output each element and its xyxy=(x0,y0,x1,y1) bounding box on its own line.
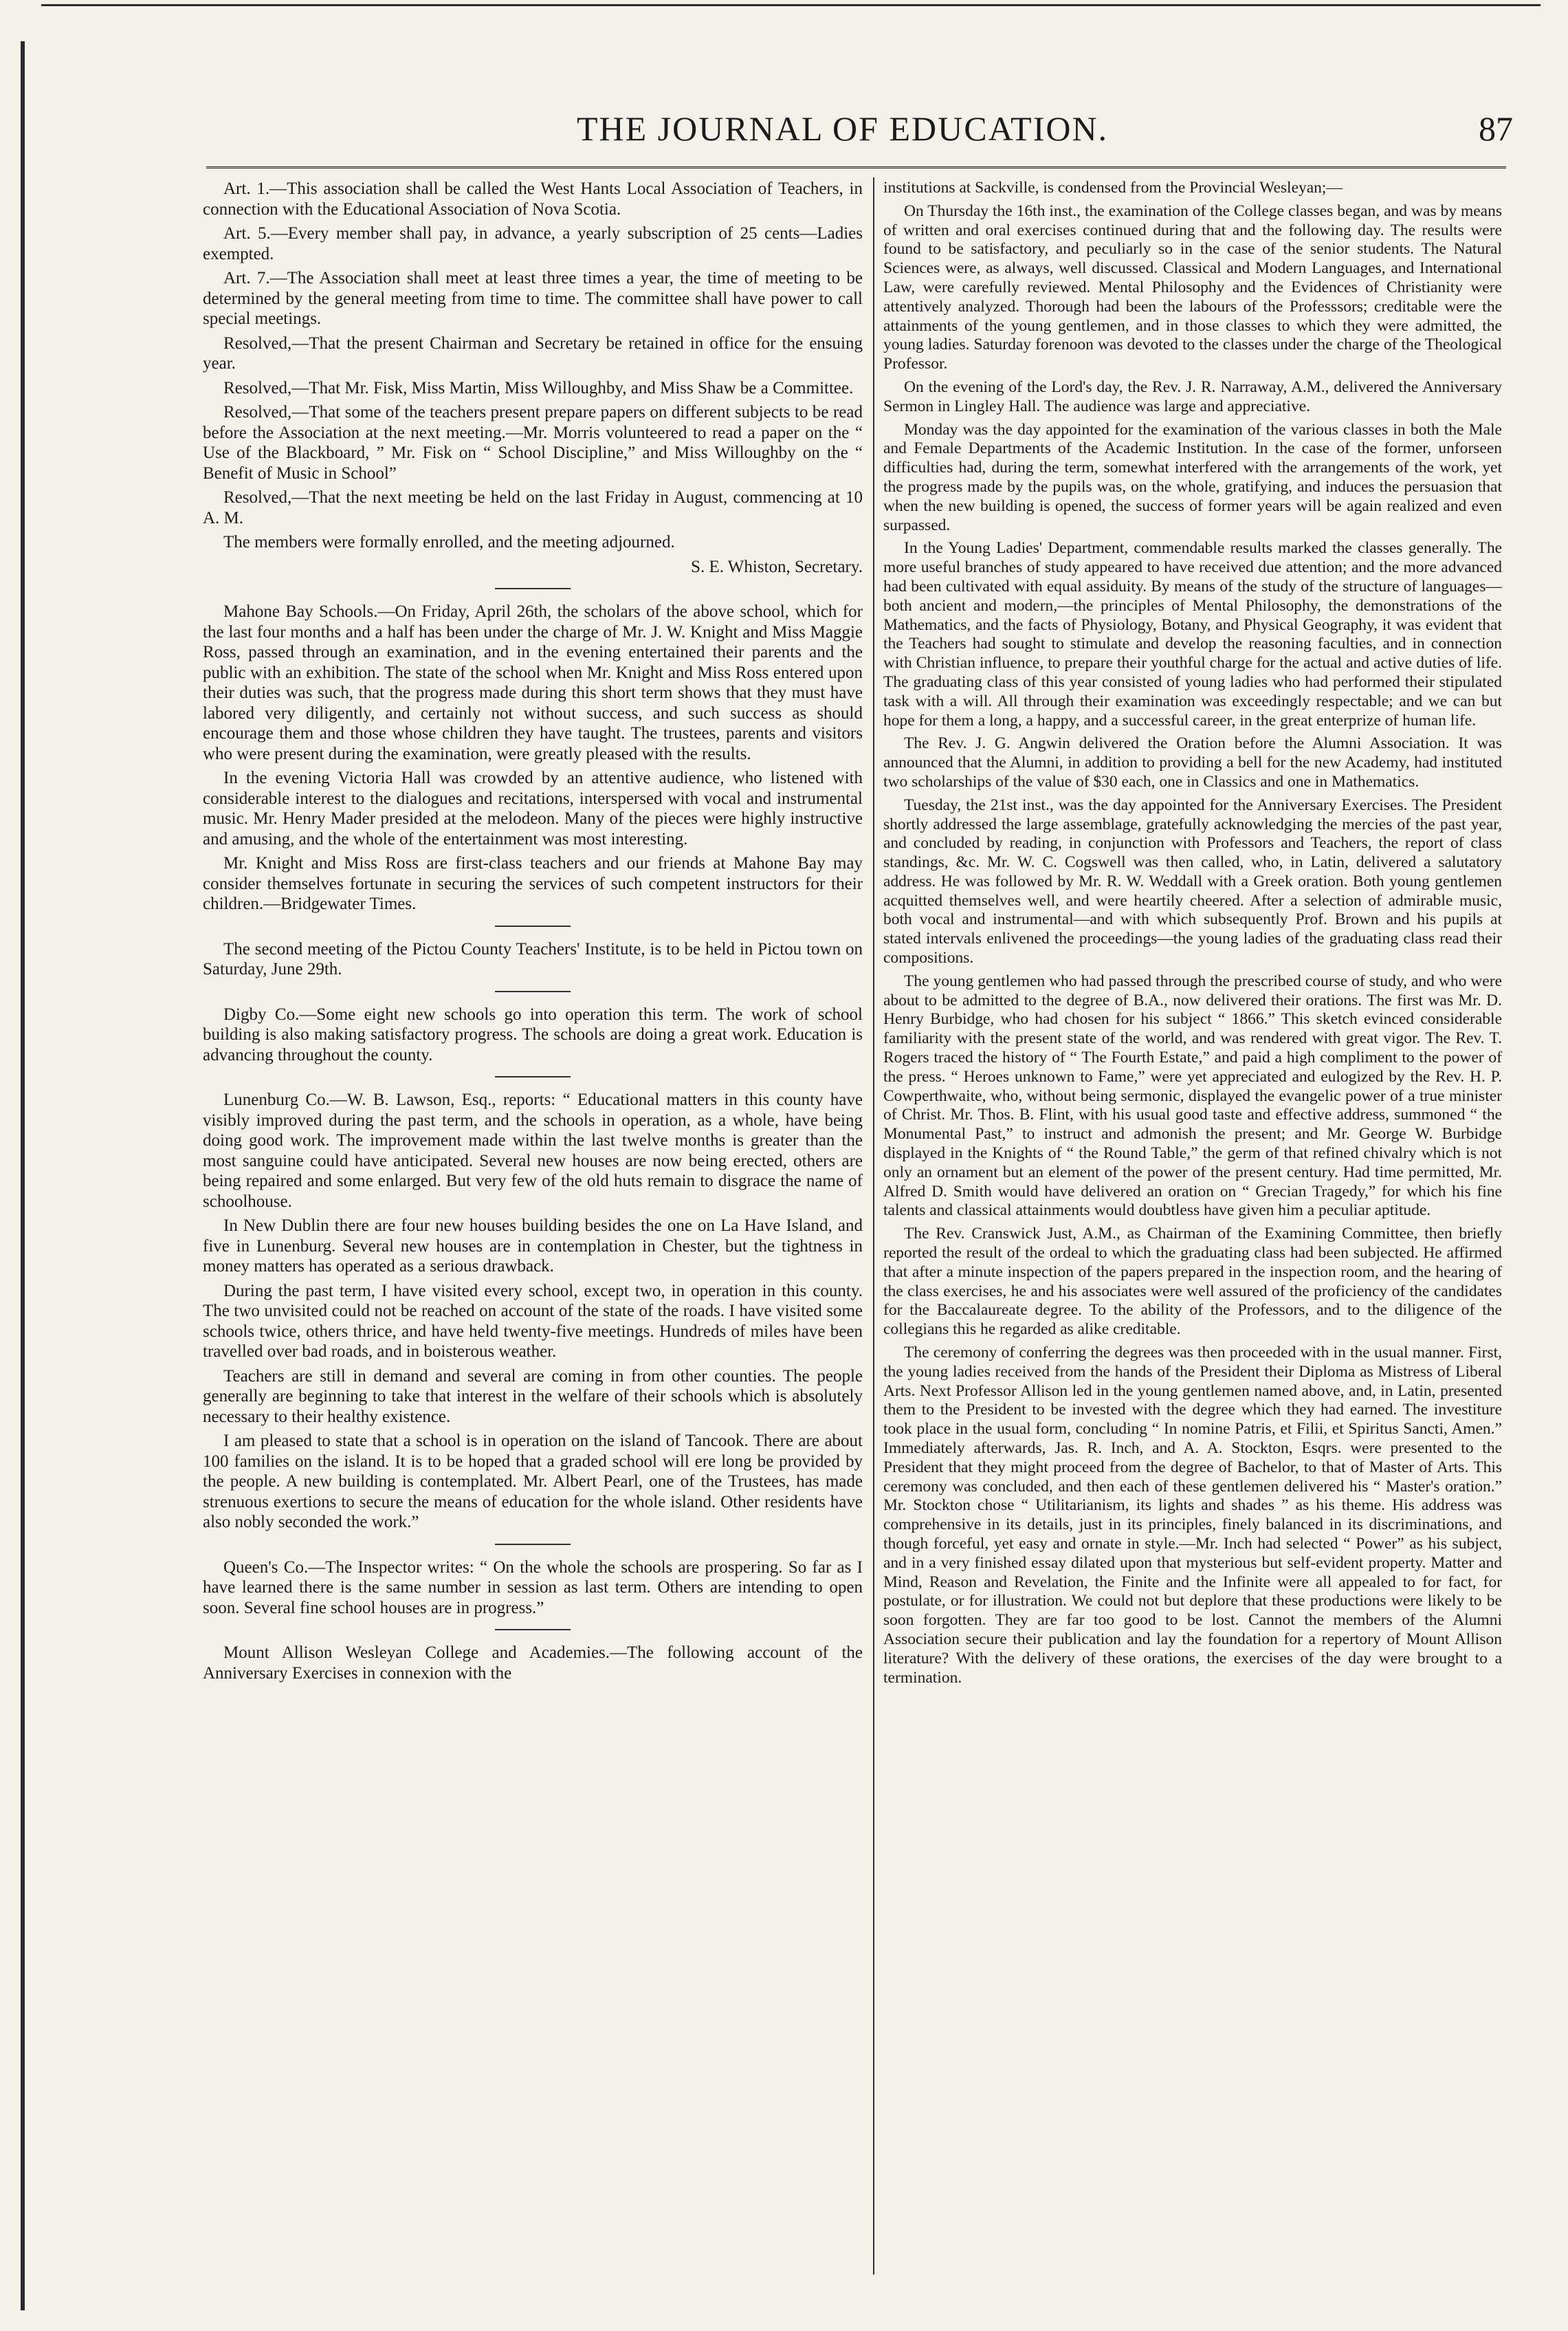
page-number: 87 xyxy=(1479,109,1513,148)
paragraph: The second meeting of the Pictou County Teachers' Institute, is to be held in Pictou town on Saturday, June 29th. xyxy=(203,939,863,978)
paragraph: Resolved,—That some of the teachers present prepare papers on different subjects to be read before the Association at the next meeting.—Mr. Morris volunteered to read a paper on the “ Use of the Blackboard, ” Mr. Fisk on “ School Discipline,” and Miss Willoughby on the “ Benefit of Music in School” xyxy=(203,403,863,483)
section-divider xyxy=(495,926,571,927)
section-divider xyxy=(495,1076,571,1077)
right-column xyxy=(883,179,1502,1692)
section-divider xyxy=(495,991,571,992)
paragraph: Lunenburg Co.—W. B. Lawson, Esq., reports: “ Educational matters in this county have visibly improved during the past term, and the schools in operation, as a whole, have being doing good work. The improvement made within the last twelve months is greater than the most sanguine could have anticipated. Several new houses are now being erected, others are being repaired and some enlarged. But very few of the old huts remain to disgrace the name of schoolhouse. xyxy=(203,1091,863,1211)
section-divider xyxy=(495,1544,571,1545)
paragraph: Resolved,—That Mr. Fisk, Miss Martin, Miss Willoughby, and Miss Shaw be a Committee. xyxy=(223,378,854,397)
page-header xyxy=(172,109,1513,157)
paragraph: The Rev. J. G. Angwin delivered the Oration before the Alumni Association. It was announced that the Alumni, in addition to providing a bell for the new Academy, had instituted two scholarships of the value of $30 each, one in Classics and one in Mathematics. xyxy=(883,734,1502,791)
paragraph: The members were formally enrolled, and the meeting adjourned. xyxy=(223,533,675,551)
paragraph: On the evening of the Lord's day, the Rev. J. R. Narraway, A.M., delivered the Anniversary Sermon in Lingley Hall. The audience was large and appreciative. xyxy=(883,377,1502,415)
paragraph: Art. 7.—The Association shall meet at least three times a year, the time of meeting to be determined by the general meeting from time to time. The committee shall have power to call special meetings. xyxy=(203,269,863,328)
section-divider xyxy=(495,588,571,589)
paragraph: I am pleased to state that a school is in operation on the island of Tancook. There are about 100 families on the island. It is to be hoped that a graded school will ere long be provided by the people. A new building is contemplated. Mr. Albert Pearl, one of the Trustees, has made strenuous exertions to secure the means of education for the whole island. Other residents have also nobly seconded the work.” xyxy=(203,1432,863,1531)
paragraph: Mahone Bay Schools.—On Friday, April 26th, the scholars of the above school, which for the last four months and a half has been under the charge of Mr. J. W. Knight and Miss Maggie Ross, passed through an examination, and in the evening entertained their parents and the public with an exhibition. The state of the school when Mr. Knight and Miss Ross entered upon their duties was such, that the progress made during this short term shows that they must have labored very diligently, and certainly not without success, and such success as should encourage them and those whose children they have taught. The trustees, parents and visitors who were present during the examination, were greatly pleased with the results. xyxy=(203,602,863,763)
paragraph: Art. 1.—This association shall be called the West Hants Local Association of Teachers, in connection with the Educational Association of Nova Scotia. xyxy=(203,179,863,219)
header-rule xyxy=(206,166,1506,168)
signature: S. E. Whiston, Secretary. xyxy=(691,557,863,576)
paragraph: During the past term, I have visited every school, except two, in operation in this county. The two unvisited could not be reached on account of the state of the roads. I have visited some schools twice, others thrice, and have held twenty-five meetings. Hundreds of miles have been travelled over bad roads, and in boisterous weather. xyxy=(203,1281,863,1361)
binding-edge xyxy=(21,41,41,2310)
paragraph: The ceremony of conferring the degrees was then proceeded with in the usual manner. First, the young ladies received from the hands of the President their Diploma as Mistress of Liberal Arts. Next Professor Allison led in the young gentlemen named above, and, in Latin, presented them to the President to be invested with the degree which they had earned. The investiture took place in the usual form, concluding “ In nomine Patris, et Filii, et Spiritus Sancti, Amen.” Immediately afterwards, Jas. R. Inch, and A. A. Stockton, Esqrs. were presented to the President that they might proceed from the degree of Bachelor, to that of Master of Arts. This ceremony was concluded, and then each of these gentlemen delivered his “ Master's oration.” Mr. Stockton chose “ Utilitarianism, its lights and shades ” as his theme. His address was comprehensive in its details, just in its principles, finely balanced in its discriminations, and though forceful, yet easy and ornate in style.—Mr. Inch had selected “ Power” as his subject, and in a very finished essay dilated upon that mysterious but self-evident property. Matter and Mind, Reason and Revelation, the Finite and the Infinite were all appealed to for fact, for postulate, or for illustration. We could not but deplore that these productions were likely to be soon forgotten. They are far too good to be lost. Cannot the members of the Alumni Association secure their publication and lay the foundation for a repertory of Mount Allison literature? With the delivery of these orations, the exercises of the day were brought to a termination. xyxy=(883,1344,1502,1687)
paragraph: In New Dublin there are four new houses building besides the one on La Have Island, and five in Lunenburg. Several new houses are in contemplation in Chester, but the tightness in money matters has operated as a serious drawback. xyxy=(203,1216,863,1276)
paragraph: Art. 5.—Every member shall pay, in advance, a yearly subscription of 25 cents—Ladies exempted. xyxy=(203,224,863,263)
running-head: THE JOURNAL OF EDUCATION. xyxy=(576,109,1109,148)
paragraph: Teachers are still in demand and several are coming in from other counties. The people generally are beginning to take that interest in the welfare of their schools which is absolutely necessary to their healthy existence. xyxy=(203,1366,863,1426)
left-column xyxy=(203,179,863,1687)
paragraph: The young gentlemen who had passed through the prescribed course of study, and who were about to be admitted to the degree of B.A., now delivered their orations. The first was Mr. D. Henry Burbidge, who had chosen for his subject “ 1866.” This sketch evinced considerable familiarity with the present state of the world, and was rendered with great vigor. The Rev. T. Rogers traced the history of “ The Fourth Estate,” and paid a high compliment to the power of the press. “ Heroes unknown to Fame,” were yet appreciated and eulogized by the Rev. H. P. Cowperthwaite, who, without being sermonic, displayed the evangelic power of a true minister of Christ. Mr. Thos. B. Flint, with his usual good taste and effective address, summoned “ the Monumental Past,” to instruct and admonish the present; and Mr. George W. Burbidge displayed in the Knights of “ the Round Table,” the germ of that refined chivalry which is not only an ornament but an element of the power of the present century. Had time permitted, Mr. Alfred D. Smith would have delivered an oration on “ Grecian Tragedy,” for which his fine talents and classical attainments would doubtless have given him a peculiar aptitude. xyxy=(883,972,1502,1220)
paragraph: Resolved,—That the next meeting be held on the last Friday in August, commencing at 10 A. M. xyxy=(203,488,863,527)
paragraph: In the Young Ladies' Department, commendable results marked the classes generally. The more useful branches of study appeared to have received due attention; and the more advanced had been cultivated with equal assiduity. By means of the study of the structure of languages—both ancient and modern,—the principles of Mental Philosophy, the demonstrations of the Mathematics, and the facts of Physiology, Botany, and Physical Geography, it was evident that the Teachers had sought to stimulate and develop the reasoning faculties, and in connection with Christian influence, to prepare their youthful charge for the actual and active duties of life. The graduating class of this year consisted of young ladies who had performed their stipulated task with a will. All through their examination was exceedingly respectable; and we can but hope for them a long, a happy, and a successful career, in the great enterprize of human life. xyxy=(883,539,1502,730)
section-divider xyxy=(495,1629,571,1630)
top-edge-rule xyxy=(41,4,1541,6)
paragraph: Resolved,—That the present Chairman and Secretary be retained in office for the ensuing year. xyxy=(203,333,863,373)
paragraph: Queen's Co.—The Inspector writes: “ On the whole the schools are prospering. So far as I have learned there is the same number in session as last term. Others are intending to open soon. Several fine school houses are in progress.” xyxy=(203,1557,863,1617)
paragraph: institutions at Sackville, is condensed from the Provincial Wesleyan;— xyxy=(883,179,1343,197)
paragraph: The Rev. Cranswick Just, A.M., as Chairman of the Examining Committee, then briefly reported the result of the ordeal to which the graduating class had been subjected. He affirmed that after a minute inspection of the papers prepared in the inspection room, and the hearing of the class exercises, he and his associates were well assured of the proficiency of the candidates for the Baccalaureate degree. To the ability of the Professors, and to the diligence of the collegians this he regarded as alike creditable. xyxy=(883,1225,1502,1339)
paragraph: Mount Allison Wesleyan College and Academies.—The following account of the Anniversary Exercises in connexion with the xyxy=(203,1643,863,1683)
paragraph: Digby Co.—Some eight new schools go into operation this term. The work of school building is also making satisfactory progress. The schools are doing a great work. Education is advancing throughout the county. xyxy=(203,1005,863,1064)
paragraph: Mr. Knight and Miss Ross are first-class teachers and our friends at Mahone Bay may consider themselves fortunate in securing the services of such competent instructors for their children.—Bridgewater Times. xyxy=(203,854,863,913)
paragraph: On Thursday the 16th inst., the examination of the College classes began, and was by means of written and oral exercises continued during that and the following day. The results were found to be satisfactory, and peculiarly so in the case of the senior students. The Natural Sciences were, as always, well discussed. Classical and Modern Languages, and International Law, were carefully reviewed. Mental Philosophy and the Evidences of Christianity were attentively analyzed. Thorough had been the labours of the Professsors; creditable were the attainments of the young gentlemen, and in those classes to which they were admitted, the young ladies. Saturday forenoon was devoted to the classes under the charge of the Theological Professor. xyxy=(883,201,1502,373)
paragraph: Monday was the day appointed for the examination of the various classes in both the Male and Female Departments of the Academic Institution. In the case of the former, unforseen difficulties had, during the term, somewhat interfered with the arrangements of the work, yet the progress made by the pupils was, on the whole, gratifying, and induces the persuasion that when the new building is opened, the success of former years will be again realized and even surpassed. xyxy=(883,420,1502,534)
paragraph: In the evening Victoria Hall was crowded by an attentive audience, who listened with considerable interest to the dialogues and recitations, interspersed with vocal and instrumental music. Mr. Henry Mader presided at the melodeon. Many of the pieces were highly instructive and amusing, and the whole of the entertainment was most interesting. xyxy=(203,769,863,849)
paragraph: Tuesday, the 21st inst., was the day appointed for the Anniversary Exercises. The President shortly addressed the large assemblage, gratefully acknowledging the mercies of the past year, and concluded by reading, in conjunction with Professors and Teachers, the report of class standings, &c. Mr. W. C. Cogswell was then called, who, in Latin, delivered a salutatory address. He was followed by Mr. R. W. Weddall with a Greek oration. Both young gentlemen acquitted themselves well, and were heartily cheered. After a selection of admirable music, both vocal and instrumental—and with which subsequently Prof. Brown and his pupils at stated intervals enlivened the proceedings—the young ladies of the graduating class read their compositions. xyxy=(883,796,1502,967)
column-divider xyxy=(873,177,874,2275)
